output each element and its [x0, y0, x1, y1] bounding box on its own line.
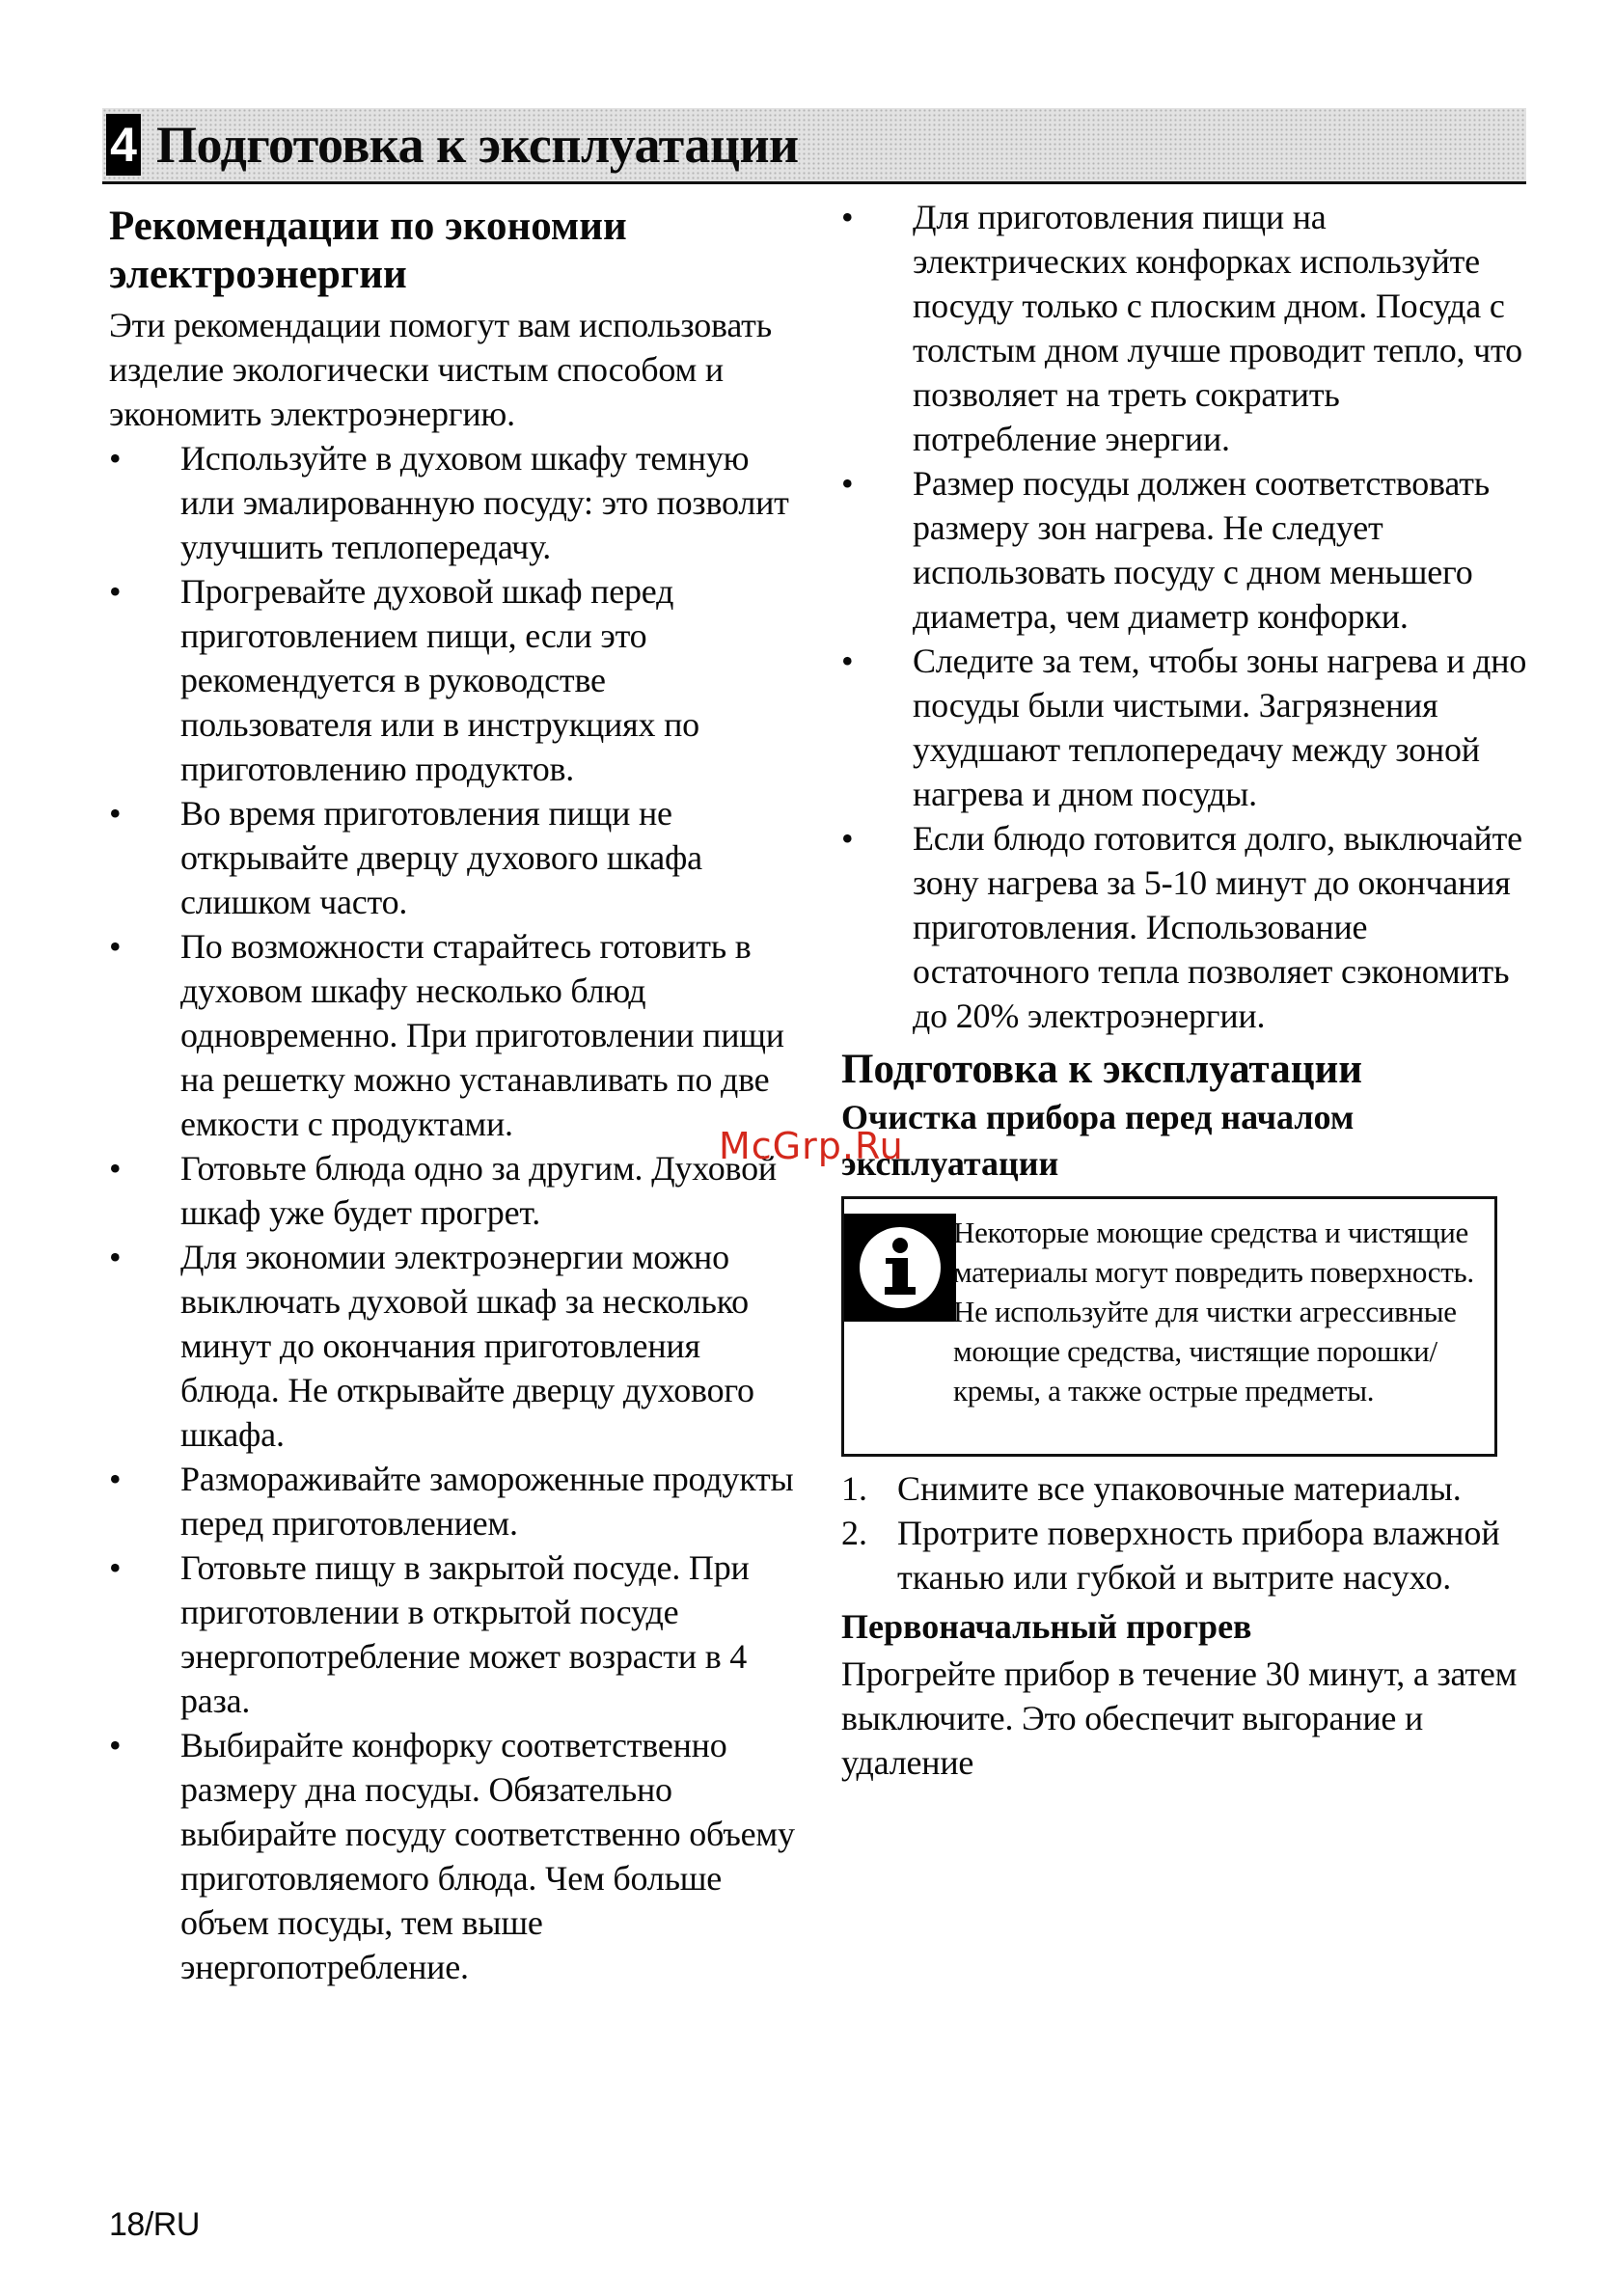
bullet-icon: •	[841, 464, 854, 503]
list-item	[109, 1146, 804, 1235]
bullet-icon: •	[109, 794, 122, 833]
right-column	[841, 195, 1528, 1785]
list-item	[109, 791, 804, 924]
list-item	[109, 1235, 804, 1457]
cookware-tips-list	[841, 195, 1528, 1038]
list-item-text: Если блюдо готовится долго, выключайте зону нагрева за 5-10 минут до окончания приготовления. Использование остаточного тепла позволяет сэкономить до 20% электроэнергии.	[913, 819, 1522, 1035]
chapter-number-badge: 4	[106, 114, 141, 176]
list-item	[109, 924, 804, 1146]
bullet-icon: •	[841, 198, 854, 236]
bullet-icon: •	[841, 819, 854, 858]
list-item-text: Прогревайте духовой шкаф перед приготовлением пищи, если это рекомендуется в руководстве пользователя или в инструкциях по приготовлению продуктов.	[180, 572, 699, 788]
left-column	[109, 203, 804, 1989]
step-text: Снимите все упаковочные материалы.	[897, 1469, 1462, 1508]
chapter-title: Подготовка к эксплуатации	[156, 116, 799, 174]
list-item	[841, 195, 1528, 461]
cleaning-heading: Очистка прибора перед началом эксплуатации	[841, 1098, 1355, 1183]
list-item-text: Размер посуды должен соответствовать размеру зон нагрева. Не следует использовать посуду с дном меньшего диаметра, чем диаметр конфорки.	[913, 464, 1490, 636]
watermark: McGrp.Ru	[719, 1125, 904, 1167]
list-item-text: Во время приготовления пищи не открывайте дверцу духового шкафа слишком часто.	[180, 794, 702, 921]
notice-text: Некоторые моющие средства и чистящие материалы могут повредить поверхность. Не используйте для чистки агрессивные моющие средства, чистящие порошки/кремы, а также острые предметы.	[953, 1216, 1474, 1408]
step-text: Протрите поверхность прибора влажной тканью или губкой и вытрите насухо.	[897, 1514, 1500, 1597]
list-item-text: Для приготовления пищи на электрических конфорках используйте посуду только с плоским дном. Посуда с толстым дном лучше проводит тепло, что позволяет на треть сократить потребление энергии.	[913, 198, 1522, 458]
bullet-icon: •	[109, 1149, 122, 1188]
preheat-text: Прогрейте прибор в течение 30 минут, а затем выключите. Это обеспечит выгорание и удаление	[841, 1654, 1518, 1782]
list-item	[109, 1545, 804, 1723]
list-item	[841, 639, 1528, 816]
list-item-text: Готовьте блюда одно за другим. Духовой шкаф уже будет прогрет.	[180, 1149, 777, 1232]
info-icon	[844, 1214, 956, 1322]
list-item	[109, 1723, 804, 1989]
list-item-text: Выбирайте конфорку соответственно размеру дна посуды. Обязательно выбирайте посуду соответственно объему приготовляемого блюда. Чем больше объем посуды, тем выше энергопотребление.	[180, 1726, 795, 1986]
list-item-text: По возможности старайтесь готовить в духовом шкафу несколько блюд одновременно. При приготовлении пищи на решетку можно устанавливать по две емкости с продуктами.	[180, 927, 784, 1143]
bullet-icon: •	[109, 1460, 122, 1498]
step-number: 2.	[841, 1514, 867, 1552]
energy-saving-heading: Рекомендации по экономии электроэнергии	[109, 204, 627, 297]
energy-saving-intro: Эти рекомендации помогут вам использовать изделие экологически чистым способом и экономить электроэнергию.	[109, 306, 772, 433]
list-item-text: Для экономии электроэнергии можно выключать духовой шкаф за несколько минут до окончания приготовления блюда. Не открывайте дверцу духового шкафа.	[180, 1238, 754, 1454]
bullet-icon: •	[109, 1238, 122, 1276]
list-item	[109, 1457, 804, 1545]
list-item-text: Готовьте пищу в закрытой посуде. При приготовлении в открытой посуде энергопотребление может возрасти в 4 раза.	[180, 1548, 750, 1720]
list-item-text: Используйте в духовом шкафу темную или эмалированную посуду: это позволит улучшить теплопередачу.	[180, 439, 789, 566]
step-number: 1.	[841, 1469, 867, 1508]
list-item	[109, 436, 804, 569]
preheat-heading: Первоначальный прогрев	[841, 1607, 1252, 1646]
bullet-icon: •	[109, 1548, 122, 1587]
preparation-heading: Подготовка к эксплуатации	[841, 1047, 1363, 1092]
list-item	[841, 816, 1528, 1038]
step-item	[841, 1466, 1528, 1511]
page-number: 18/RU	[109, 2206, 200, 2243]
list-item	[841, 461, 1528, 639]
chapter-header	[102, 108, 1526, 184]
bullet-icon: •	[109, 572, 122, 611]
bullet-icon: •	[109, 927, 122, 966]
step-item	[841, 1511, 1528, 1599]
list-item	[109, 569, 804, 791]
bullet-icon: •	[109, 439, 122, 478]
bullet-icon: •	[109, 1726, 122, 1764]
bullet-icon: •	[841, 642, 854, 680]
info-notice	[841, 1196, 1497, 1457]
list-item-text: Размораживайте замороженные продукты перед приготовлением.	[180, 1460, 794, 1543]
list-item-text: Следите за тем, чтобы зоны нагрева и дно посуды были чистыми. Загрязнения ухудшают теплопередачу между зоной нагрева и дном посуды.	[913, 642, 1527, 813]
energy-saving-list	[109, 436, 804, 1989]
cleaning-steps	[841, 1466, 1528, 1599]
